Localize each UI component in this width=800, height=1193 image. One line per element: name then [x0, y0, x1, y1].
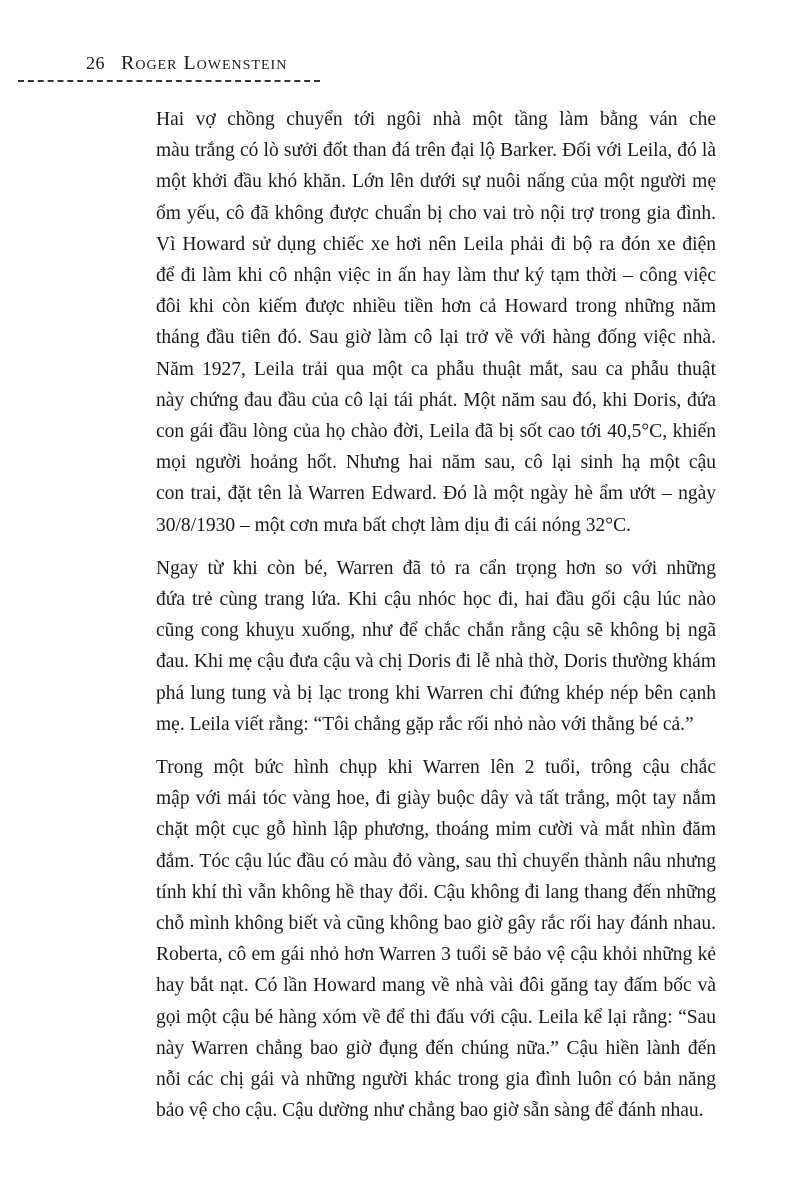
text-line: ốm yếu, cô đã không được chuẩn bị cho vai trò nội trợ trong gia đình.	[156, 202, 716, 224]
text-line: mọi người hoảng hốt. Nhưng hai năm sau, cô lại sinh hạ một cậu	[156, 452, 716, 474]
text-line: tính khí thì vẫn không hề thay đổi. Cậu không đi lang thang đến những	[156, 881, 716, 903]
text-line: phá lung tung và bị lạc trong khi Warren chỉ đứng khép nép bên cạnh	[156, 682, 716, 704]
text-line: mập với mái tóc vàng hoe, đi giày buộc dây và tất trắng, một tay nắm	[156, 788, 716, 810]
text-line: đắm. Tóc cậu lúc đầu có màu đỏ vàng, sau thì chuyển thành nâu nhưng	[156, 850, 716, 872]
text-line: đứa trẻ cùng trang lứa. Khi cậu nhóc học đi, hai đầu gối cậu lúc nào	[156, 589, 716, 611]
text-line: màu trắng có lò sưởi đốt than đá trên đại lộ Barker. Đối với Leila, đó là	[156, 140, 716, 162]
text-line: đôi khi còn kiếm được nhiều tiền hơn cả Howard trong những năm	[156, 296, 716, 318]
running-head: Roger Lowenstein	[121, 52, 288, 74]
text-line: hay bắt nạt. Có lần Howard mang về nhà vài đôi găng tay đấm bốc và	[156, 975, 716, 997]
text-line: Trong một bức hình chụp khi Warren lên 2 tuổi, trông cậu chắc	[156, 757, 716, 779]
text-line: Roberta, cô em gái nhỏ hơn Warren 3 tuổi sẽ bảo vệ cậu khỏi những kẻ	[156, 944, 716, 966]
page-number: 26	[86, 53, 105, 73]
text-line: Hai vợ chồng chuyển tới ngôi nhà một tầng làm bằng ván che	[156, 109, 716, 130]
text-line: tháng đầu tiên đó. Sau giờ làm cô lại trở về với hàng đống việc nhà.	[156, 327, 716, 349]
text-line: chỗ mình không biết và cũng không bao giờ gây rắc rối hay đánh nhau.	[156, 913, 716, 935]
text-line: con trai, đặt tên là Warren Edward. Đó là một ngày hè ẩm ướt – ngày	[156, 483, 716, 505]
text-line: gọi một cậu bé hàng xóm về để thi đấu với cậu. Leila kể lại rằng: “Sau	[156, 1006, 716, 1028]
text-line: để đi làm khi cô nhận việc in ấn hay làm thư ký tạm thời – công việc	[156, 265, 716, 287]
text-line: đau. Khi mẹ cậu đưa cậu và chị Doris đi lễ nhà thờ, Doris thường khám	[156, 651, 716, 673]
body-text	[136, 104, 716, 1139]
text-line: con gái đầu lòng của họ chào đời, Leila đã bị sốt cao tới 40,5°C, khiến	[156, 421, 716, 443]
paragraph	[136, 752, 716, 1126]
text-line: nỗi các chị gái và những người khác trong gia đình luôn có bản năng	[156, 1069, 716, 1091]
text-line: cũng cong khuỵu xuống, như để chắc chắn rằng cậu sẽ không bị ngã	[156, 620, 716, 642]
text-line: Năm 1927, Leila trải qua một ca phẫu thuật mắt, sau ca phẫu thuật	[156, 358, 716, 380]
text-line: này chứng đau đầu của cô lại tái phát. Một năm sau đó, khi Doris, đứa	[156, 389, 716, 411]
text-line: mẹ. Leila viết rằng: “Tôi chẳng gặp rắc rối nhỏ nào với thằng bé cả.”	[156, 713, 694, 735]
text-line: 30/8/1930 – một cơn mưa bất chợt làm dịu đi cái nóng 32°C.	[156, 514, 631, 536]
text-line: chặt một cục gỗ hình lập phương, thoáng mỉm cười và mắt nhìn đăm	[156, 819, 716, 841]
text-line: Vì Howard sử dụng chiếc xe hơi nên Leila phải đi bộ ra đón xe điện	[156, 233, 716, 255]
paragraph	[136, 104, 716, 541]
page-header	[86, 52, 287, 75]
text-line: bảo vệ cho cậu. Cậu dường như chẳng bao giờ sẵn sàng để đánh nhau.	[156, 1100, 704, 1122]
paragraph	[136, 553, 716, 740]
text-line: một khởi đầu khó khăn. Lớn lên dưới sự nuôi nấng của một người mẹ	[156, 171, 716, 193]
text-line: này Warren chẳng bao giờ đụng đến chúng nữa.” Cậu hiền lành đến	[156, 1037, 716, 1059]
text-line: Ngay từ khi còn bé, Warren đã tỏ ra cẩn trọng hơn so với những	[156, 557, 716, 579]
header-rule	[18, 80, 320, 82]
